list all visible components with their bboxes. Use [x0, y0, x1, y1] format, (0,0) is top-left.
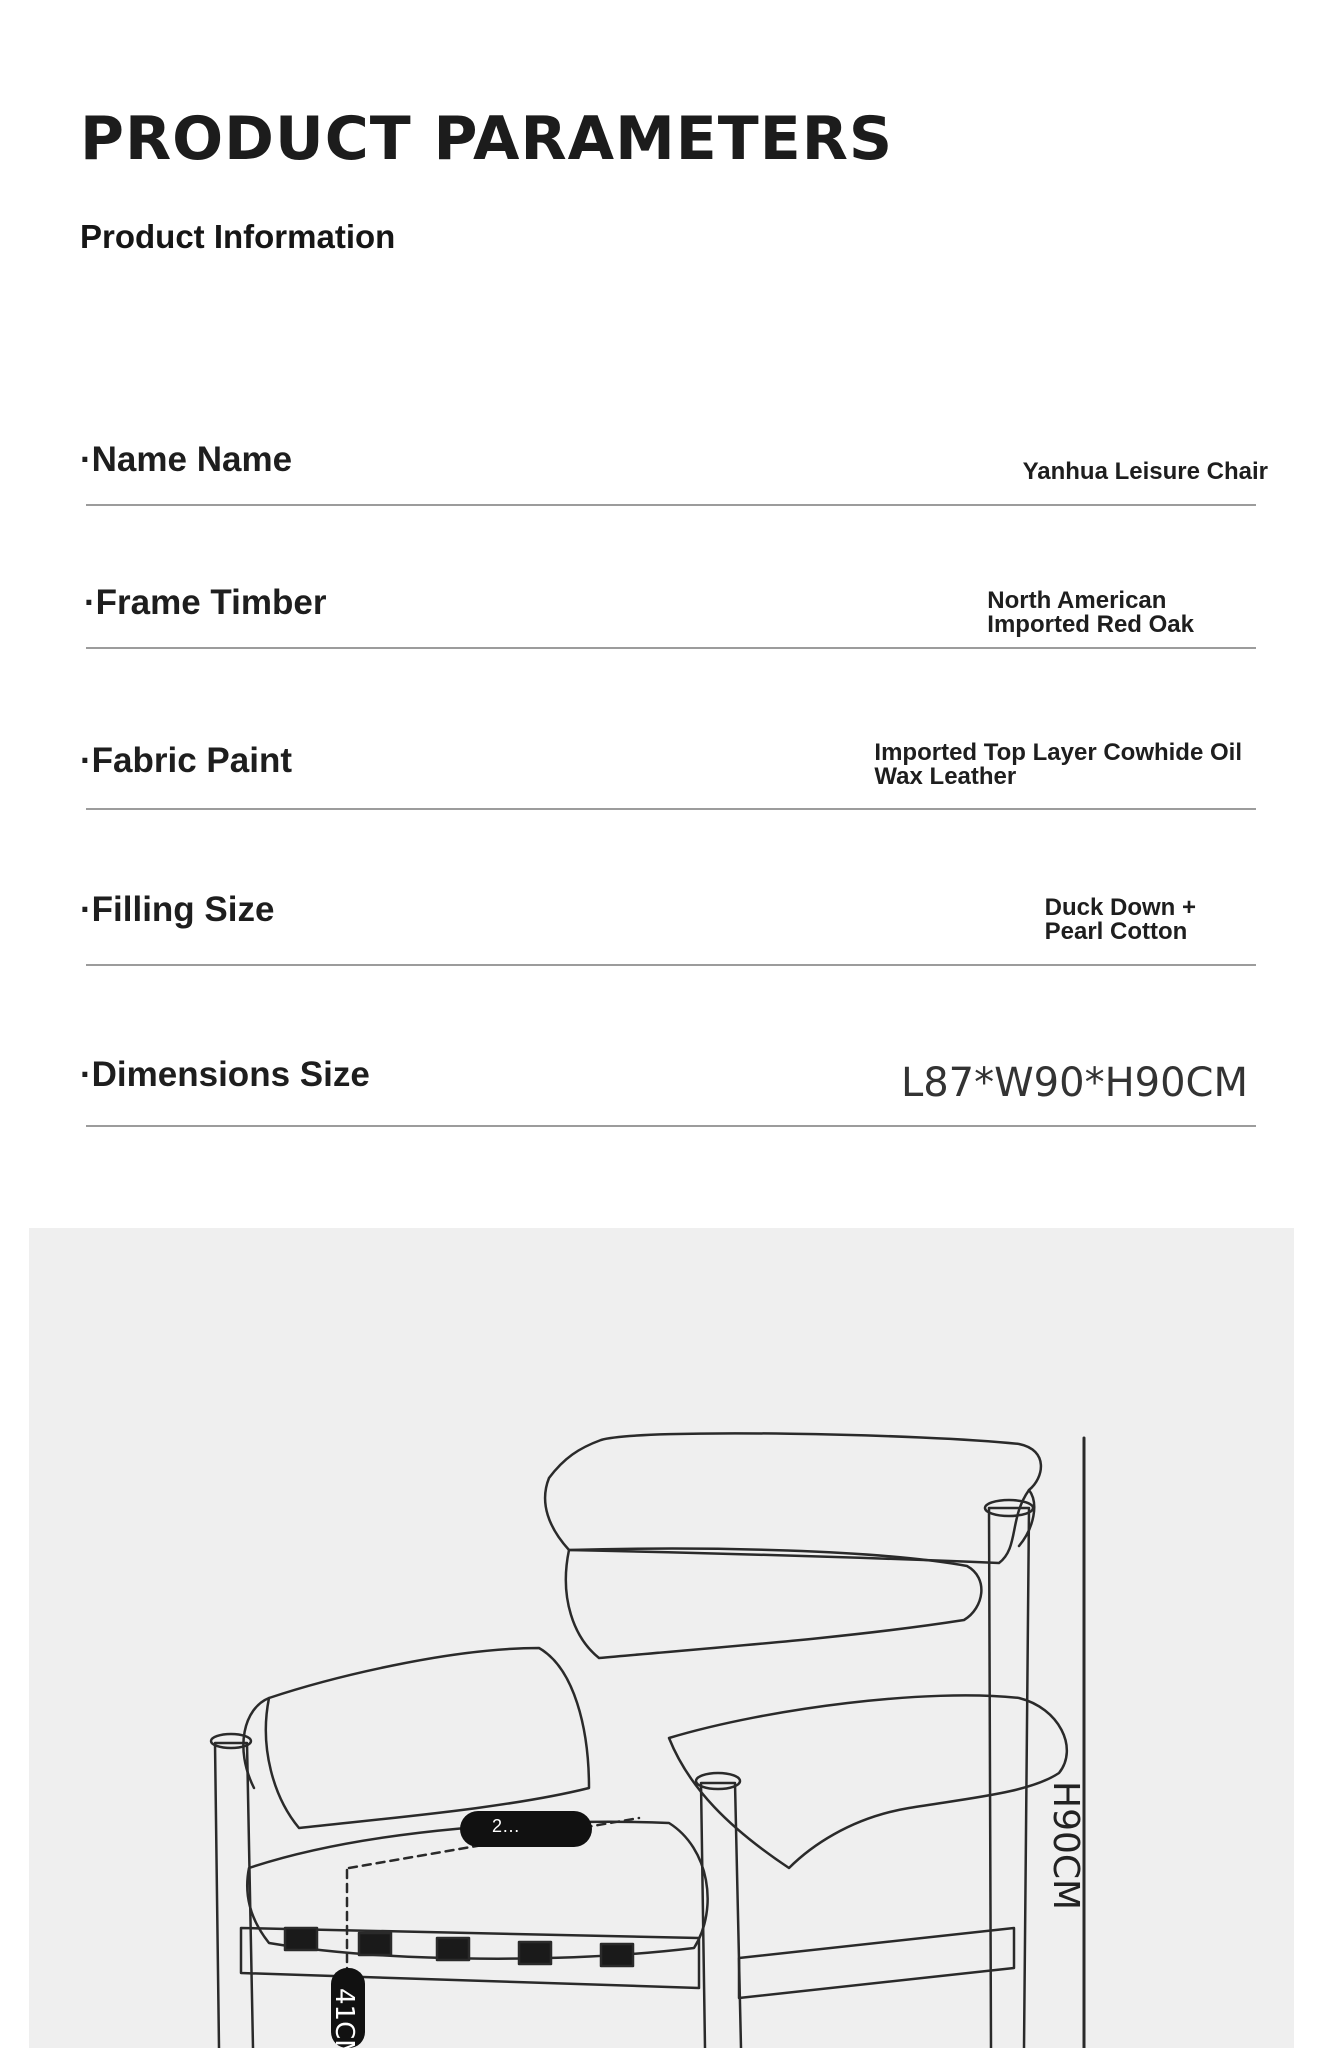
parameter-value	[874, 741, 1242, 789]
rear-post-right	[989, 1508, 1029, 2048]
seat-strap	[359, 1933, 391, 1955]
page-title: PRODUCT PARAMETERS	[80, 104, 894, 174]
divider	[86, 808, 1256, 810]
parameter-value-line: Imported Top Layer Cowhide Oil	[874, 739, 1242, 766]
seat-strap	[601, 1944, 633, 1966]
parameter-value-line: Yanhua Leisure Chair	[1022, 458, 1268, 485]
seat-strap	[519, 1942, 551, 1964]
parameter-value	[987, 589, 1194, 637]
parameter-value	[900, 1060, 1248, 1106]
parameter-value-line: Imported Red Oak	[987, 611, 1194, 638]
left-arm-cushion	[266, 1648, 589, 1828]
parameter-label: ·Fabric Paint	[80, 741, 292, 780]
divider	[86, 504, 1256, 506]
seat-rail-side	[739, 1928, 1014, 1998]
parameter-label: ·Dimensions Size	[80, 1055, 370, 1094]
divider	[86, 647, 1256, 649]
parameter-value	[1023, 460, 1268, 484]
back-cushion	[566, 1549, 982, 1658]
parameter-label: ·Name Name	[80, 440, 293, 479]
section-subtitle: Product Information	[80, 218, 396, 255]
parameter-label: ·Filling Size	[80, 890, 275, 929]
seat-strap	[285, 1928, 317, 1950]
chair-drawing-panel	[29, 1228, 1294, 2062]
seat-depth-badge	[460, 1811, 592, 1847]
parameter-value	[1045, 896, 1196, 944]
seat-depth-label: 2…	[492, 1816, 521, 1836]
parameter-value-line: Wax Leather	[874, 763, 1017, 790]
headrest-cushion	[545, 1433, 1041, 1563]
parameter-value-line: L87*W90*H90CM	[900, 1060, 1248, 1106]
parameter-value-line: Duck Down +	[1044, 894, 1196, 921]
divider	[86, 964, 1256, 966]
height-dimension-label: H90CM	[1045, 1781, 1086, 1911]
parameter-label: ·Frame Timber	[84, 583, 327, 622]
right-arm-cushion	[669, 1695, 1067, 1868]
divider	[86, 1125, 1256, 1127]
seat-strap	[437, 1938, 469, 1960]
chair-line-drawing	[29, 1228, 1294, 2048]
parameter-value-line: North American	[987, 587, 1167, 614]
seat-height-label: 41CM	[329, 1988, 359, 2062]
parameter-value-line: Pearl Cotton	[1044, 918, 1188, 945]
